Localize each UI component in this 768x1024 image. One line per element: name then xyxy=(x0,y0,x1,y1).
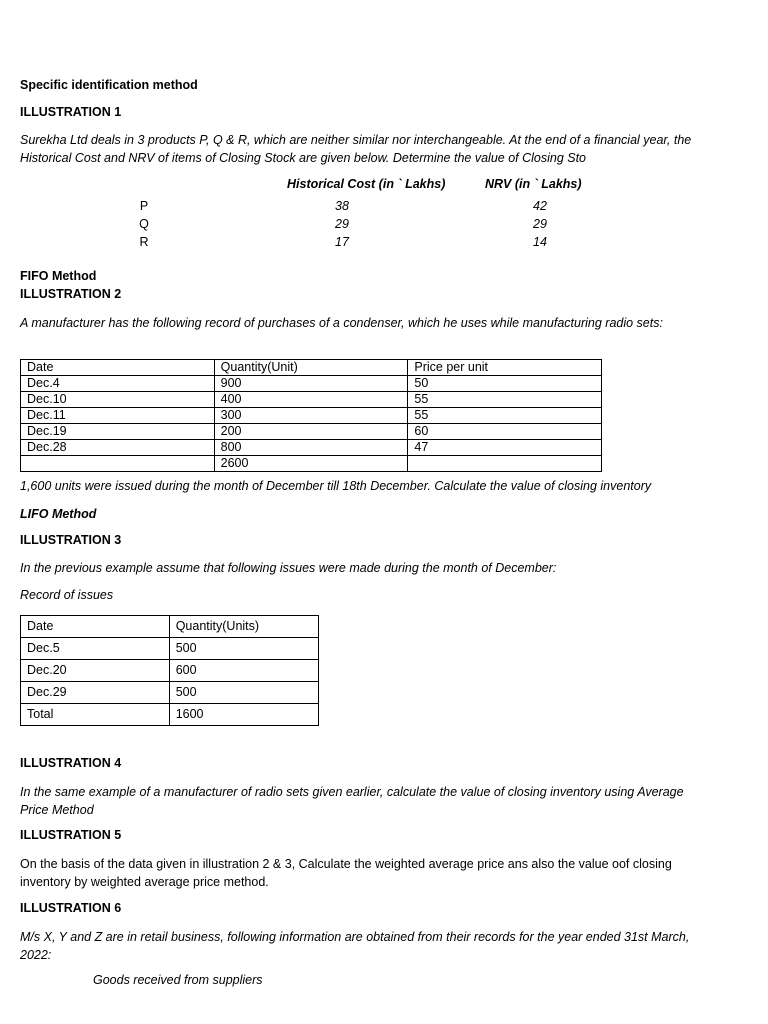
table-cell xyxy=(21,456,215,472)
table-cell: 55 xyxy=(408,408,602,424)
illustration-3-title: ILLUSTRATION 3 xyxy=(20,533,122,547)
table-cell: 500 xyxy=(169,638,318,660)
illustration-4-title: ILLUSTRATION 4 xyxy=(20,756,122,770)
illustration-4-text: In the same example of a manufacturer of radio sets given earlier, calculate the value of closing inventory using Average Price Method xyxy=(20,785,684,817)
table-cell: 60 xyxy=(408,424,602,440)
section-heading-fifo: FIFO Method xyxy=(20,269,97,283)
section-heading-specific: Specific identification method xyxy=(20,78,198,92)
table-cell: Dec.11 xyxy=(21,408,215,424)
table-cell: 600 xyxy=(169,660,318,682)
table-cell: Dec.10 xyxy=(21,392,215,408)
record-of-issues-label: Record of issues xyxy=(20,588,114,602)
table-cell: 900 xyxy=(214,376,408,392)
table-row xyxy=(21,376,602,392)
historical-cost-value: 38 xyxy=(335,199,349,213)
table-cell: 800 xyxy=(214,440,408,456)
product-label: R xyxy=(139,235,149,249)
table-row xyxy=(21,660,319,682)
table-row xyxy=(21,392,602,408)
table-total-row xyxy=(21,456,602,472)
table-header-cell: Quantity(Units) xyxy=(169,616,318,638)
table-cell: Dec.20 xyxy=(21,660,170,682)
table-header-cell: Date xyxy=(21,616,170,638)
table-cell: Dec.5 xyxy=(21,638,170,660)
table-cell: 47 xyxy=(408,440,602,456)
illustration-1-title: ILLUSTRATION 1 xyxy=(20,105,122,119)
illustration-2-title: ILLUSTRATION 2 xyxy=(20,287,122,301)
issues-table xyxy=(20,615,319,726)
table-row xyxy=(21,408,602,424)
illustration-3-text: In the previous example assume that following issues were made during the month of December: xyxy=(20,561,557,575)
product-label: Q xyxy=(139,217,149,231)
table-cell xyxy=(408,456,602,472)
table-cell: Total xyxy=(21,704,170,726)
illustration-6-text: M/s X, Y and Z are in retail business, following information are obtained from their records for the year ended 31st March, 2022: xyxy=(20,930,690,962)
illustration-2-text: A manufacturer has the following record of purchases of a condenser, which he uses while manufacturing radio sets: xyxy=(20,316,663,330)
illustration-5-text: On the basis of the data given in illustration 2 & 3, Calculate the weighted average price ans also the value oof closing inventory by weighted average price method. xyxy=(20,857,672,889)
table-row xyxy=(21,424,602,440)
illustration-2-note: 1,600 units were issued during the month of December till 18th December. Calculate the value of closing inventory xyxy=(20,479,652,493)
goods-received-label: Goods received from suppliers xyxy=(93,973,263,987)
table-row xyxy=(21,638,319,660)
col-nrv: NRV (in ` Lakhs) xyxy=(485,177,582,191)
nrv-value: 14 xyxy=(533,235,547,249)
table-row xyxy=(21,682,319,704)
table-cell: 300 xyxy=(214,408,408,424)
table-header-row xyxy=(21,360,602,376)
nrv-value: 42 xyxy=(533,199,547,213)
table-total-row xyxy=(21,704,319,726)
table-cell: 1600 xyxy=(169,704,318,726)
table-cell: Dec.29 xyxy=(21,682,170,704)
table-cell: 55 xyxy=(408,392,602,408)
nrv-value: 29 xyxy=(533,217,547,231)
table-cell: 400 xyxy=(214,392,408,408)
table-header-cell: Quantity(Unit) xyxy=(214,360,408,376)
col-historical-cost: Historical Cost (in ` Lakhs) xyxy=(287,177,446,191)
table-cell: 50 xyxy=(408,376,602,392)
illustration-6-title: ILLUSTRATION 6 xyxy=(20,901,122,915)
table-header-row xyxy=(21,616,319,638)
historical-cost-value: 17 xyxy=(335,235,349,249)
table-row xyxy=(21,440,602,456)
product-label: P xyxy=(139,199,149,213)
historical-cost-value: 29 xyxy=(335,217,349,231)
table-cell: 200 xyxy=(214,424,408,440)
illustration-5-title: ILLUSTRATION 5 xyxy=(20,828,122,842)
table-cell: 500 xyxy=(169,682,318,704)
illustration-1-text: Surekha Ltd deals in 3 products P, Q & R, which are neither similar nor interchangeable. At the end of a financial year, the Historical Cost and NRV of items of Closing Stock are given below. Determine the value of Closing Sto xyxy=(20,133,692,165)
section-heading-lifo: LIFO Method xyxy=(20,507,97,521)
table-cell: Dec.28 xyxy=(21,440,215,456)
table-cell: 2600 xyxy=(214,456,408,472)
table-header-cell: Date xyxy=(21,360,215,376)
table-cell: Dec.4 xyxy=(21,376,215,392)
table-header-cell: Price per unit xyxy=(408,360,602,376)
table-cell: Dec.19 xyxy=(21,424,215,440)
purchases-table xyxy=(20,359,602,472)
